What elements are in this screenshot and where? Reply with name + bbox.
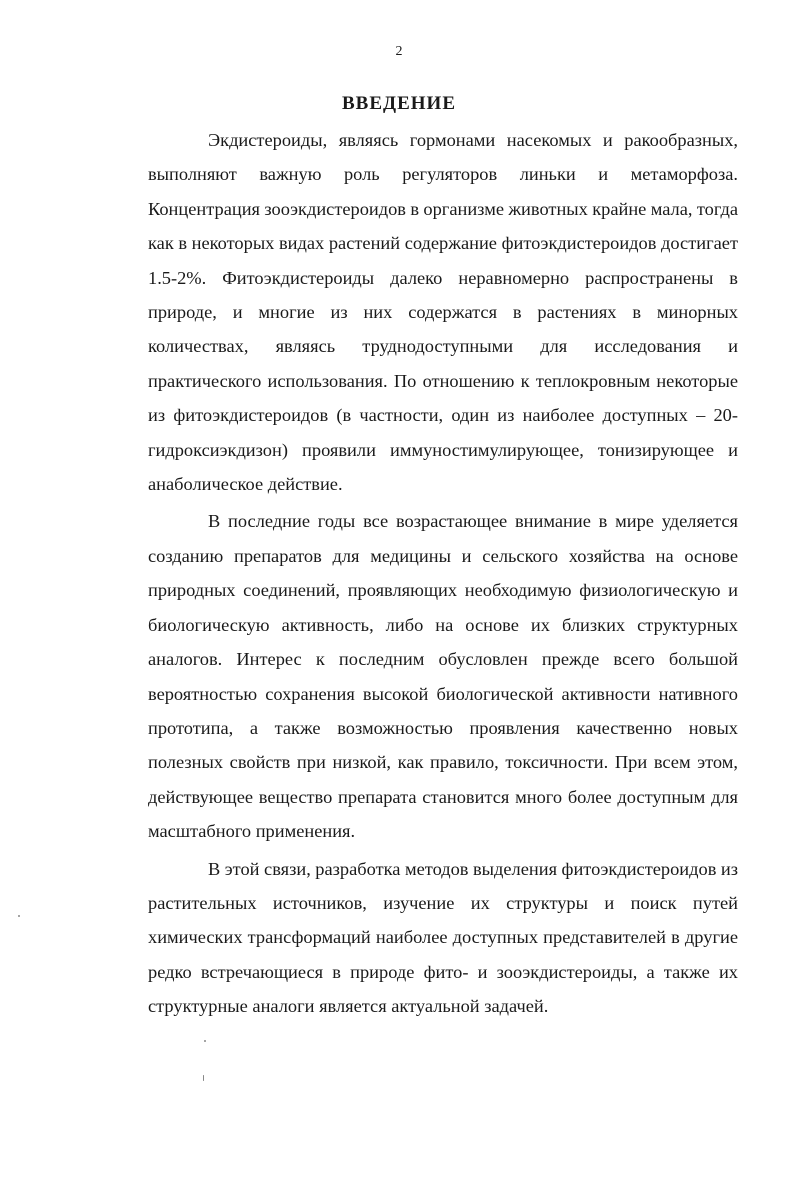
text-line: структурные аналоги является актуальной задачей. [148,996,549,1017]
paragraph-2 [88,504,738,848]
text-line: химических трансформаций наиболее доступных представителей в другие [148,927,738,948]
scan-speck [18,915,20,917]
page-number: 2 [395,44,403,59]
text-line: созданию препаратов для медицины и сельского хозяйства на основе [148,545,738,566]
paragraph-3 [88,852,738,1024]
text-line: аналогов. Интерес к последним обусловлен прежде всего большой [148,649,738,670]
body-text [88,123,738,1027]
text-line: В последние годы все возрастающее внимание в мире уделяется [208,511,738,532]
text-line: Концентрация зооэкдистероидов в организме животных крайне мала, тогда [148,198,738,219]
text-line: прототипа, а также возможностью проявления качественно новых [148,717,738,738]
text-line: В этой связи, разработка методов выделения фитоэкдистероидов из [208,858,738,879]
text-line: биологическую активность, либо на основе их близких структурных [148,614,738,635]
text-line: растительных источников, изучение их структуры и поиск путей [148,892,738,913]
paragraph-1 [88,123,738,501]
text-line: количествах, являясь труднодоступными для исследования и [148,336,738,357]
text-line: Экдистероиды, являясь гормонами насекомых и ракообразных, [208,130,738,150]
text-line: полезных свойств при низкой, как правило, токсичности. При всем этом, [148,752,738,773]
text-line: из фитоэкдистероидов (в частности, один из наиболее доступных – 20- [148,405,738,426]
text-line: вероятностью сохранения высокой биологической активности нативного [148,683,738,704]
text-line: анаболическое действие. [148,474,343,495]
text-line: природе, и многие из них содержатся в растениях в минорных [148,302,738,323]
scan-speck [204,1040,206,1042]
text-line: практического использования. По отношению к теплокровным некоторые [148,370,738,391]
text-line: гидроксиэкдизон) проявили иммуностимулирующее, тонизирующее и [148,439,738,460]
text-line: 1.5-2%. Фитоэкдистероиды далеко неравномерно распространены в [148,267,738,288]
text-line: редко встречающиеся в природе фито- и зооэкдистероиды, а также их [148,961,738,982]
text-line: природных соединений, проявляющих необходимую физиологическую и [148,580,738,601]
text-line: выполняют важную роль регуляторов линьки и метаморфоза. [148,164,738,185]
text-line: как в некоторых видах растений содержание фитоэкдистероидов достигает [148,233,738,254]
text-line: масштабного применения. [148,821,356,842]
text-line: действующее вещество препарата становится много более доступным для [148,786,738,807]
section-heading: ВВЕДЕНИЕ [342,93,456,114]
scan-speck [203,1075,204,1081]
